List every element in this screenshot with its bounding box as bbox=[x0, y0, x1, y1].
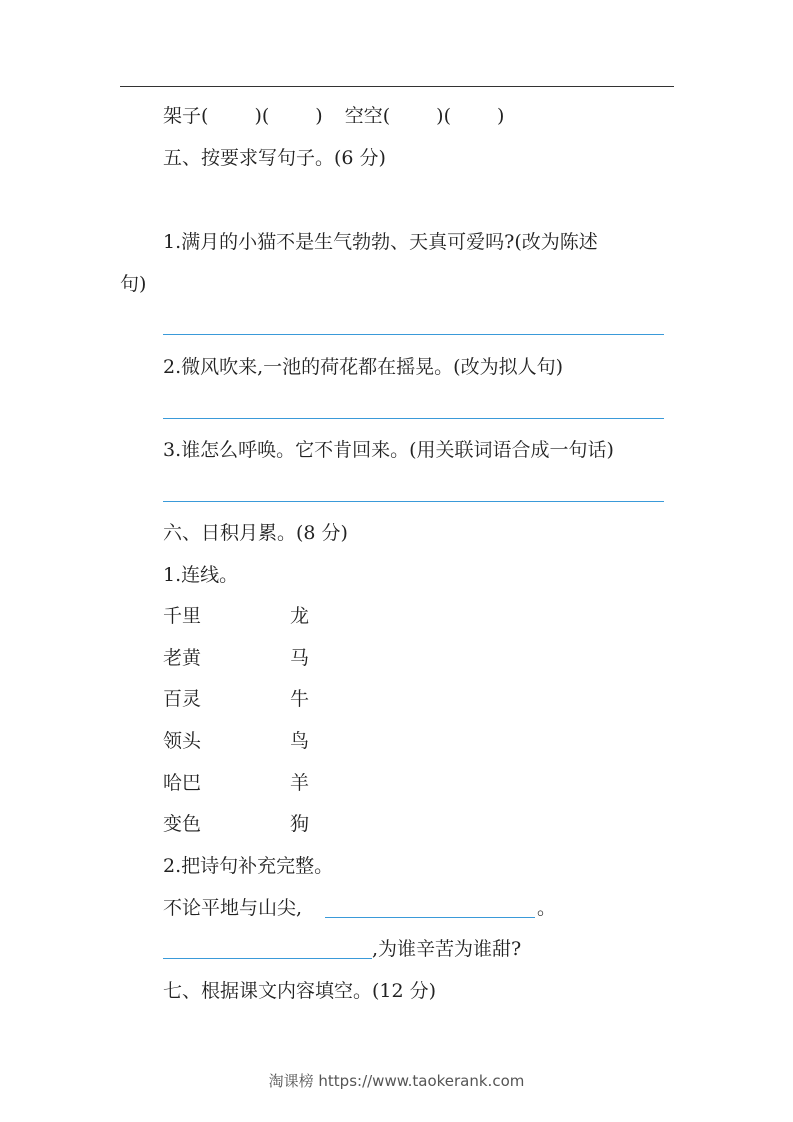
answer-blank-2[interactable] bbox=[163, 418, 664, 419]
paren-open: ( bbox=[382, 105, 391, 127]
match-left-item[interactable]: 变色 bbox=[163, 813, 202, 835]
section5-title: 五、按要求写句子。(6 分) bbox=[163, 147, 386, 169]
header-rule bbox=[120, 86, 674, 87]
poem-line-1-suffix: 。 bbox=[537, 897, 557, 919]
footer-watermark: 淘课榜 https://www.taokerank.com bbox=[268, 1072, 525, 1090]
match-left-item[interactable]: 千里 bbox=[163, 605, 202, 627]
fill-parentheses-line bbox=[163, 104, 504, 128]
paren-open: ( bbox=[201, 105, 209, 127]
match-right-item[interactable]: 狗 bbox=[290, 813, 310, 835]
poem-line-2-suffix: ,为谁辛苦为谁甜? bbox=[372, 938, 522, 960]
section7-title: 七、根据课文内容填空。(12 分) bbox=[163, 980, 437, 1002]
question-3: 3.谁怎么呼唤。它不肯回来。(用关联词语合成一句话) bbox=[163, 439, 614, 461]
match-right-item[interactable]: 马 bbox=[290, 647, 310, 669]
match-right-item[interactable]: 龙 bbox=[290, 605, 310, 627]
section6-title: 六、日积月累。(8 分) bbox=[163, 522, 348, 544]
question-2: 2.微风吹来,一池的荷花都在摇晃。(改为拟人句) bbox=[163, 356, 563, 378]
match-right-item[interactable]: 羊 bbox=[290, 772, 310, 794]
paren-close: ) bbox=[496, 105, 505, 127]
poem-blank-1[interactable] bbox=[325, 917, 535, 918]
poem-instruction: 2.把诗句补充完整。 bbox=[163, 855, 334, 877]
question-1-line2: 句) bbox=[120, 273, 147, 295]
poem-line-1-prefix: 不论平地与山尖, bbox=[163, 897, 303, 919]
answer-blank-3[interactable] bbox=[163, 501, 664, 502]
paren-close: ) bbox=[254, 105, 262, 127]
paren-open: ( bbox=[443, 105, 451, 127]
match-right-item[interactable]: 牛 bbox=[290, 688, 310, 710]
word-kongkong: 空空 bbox=[344, 105, 383, 127]
match-left-item[interactable]: 领头 bbox=[163, 730, 202, 752]
match-left-item[interactable]: 老黄 bbox=[163, 647, 202, 669]
match-left-item[interactable]: 哈巴 bbox=[163, 772, 202, 794]
match-right-item[interactable]: 鸟 bbox=[290, 730, 310, 752]
matching-instruction: 1.连线。 bbox=[163, 564, 239, 586]
word-jiazi: 架子 bbox=[163, 105, 202, 127]
question-1-line1: 1.满月的小猫不是生气勃勃、天真可爱吗?(改为陈述 bbox=[163, 231, 598, 253]
paren-close: ) bbox=[436, 105, 444, 127]
match-left-item[interactable]: 百灵 bbox=[163, 688, 202, 710]
poem-blank-2[interactable] bbox=[163, 958, 372, 959]
paren-open: ( bbox=[261, 105, 270, 127]
paren-close: ) bbox=[315, 105, 323, 127]
answer-blank-1[interactable] bbox=[163, 334, 664, 335]
